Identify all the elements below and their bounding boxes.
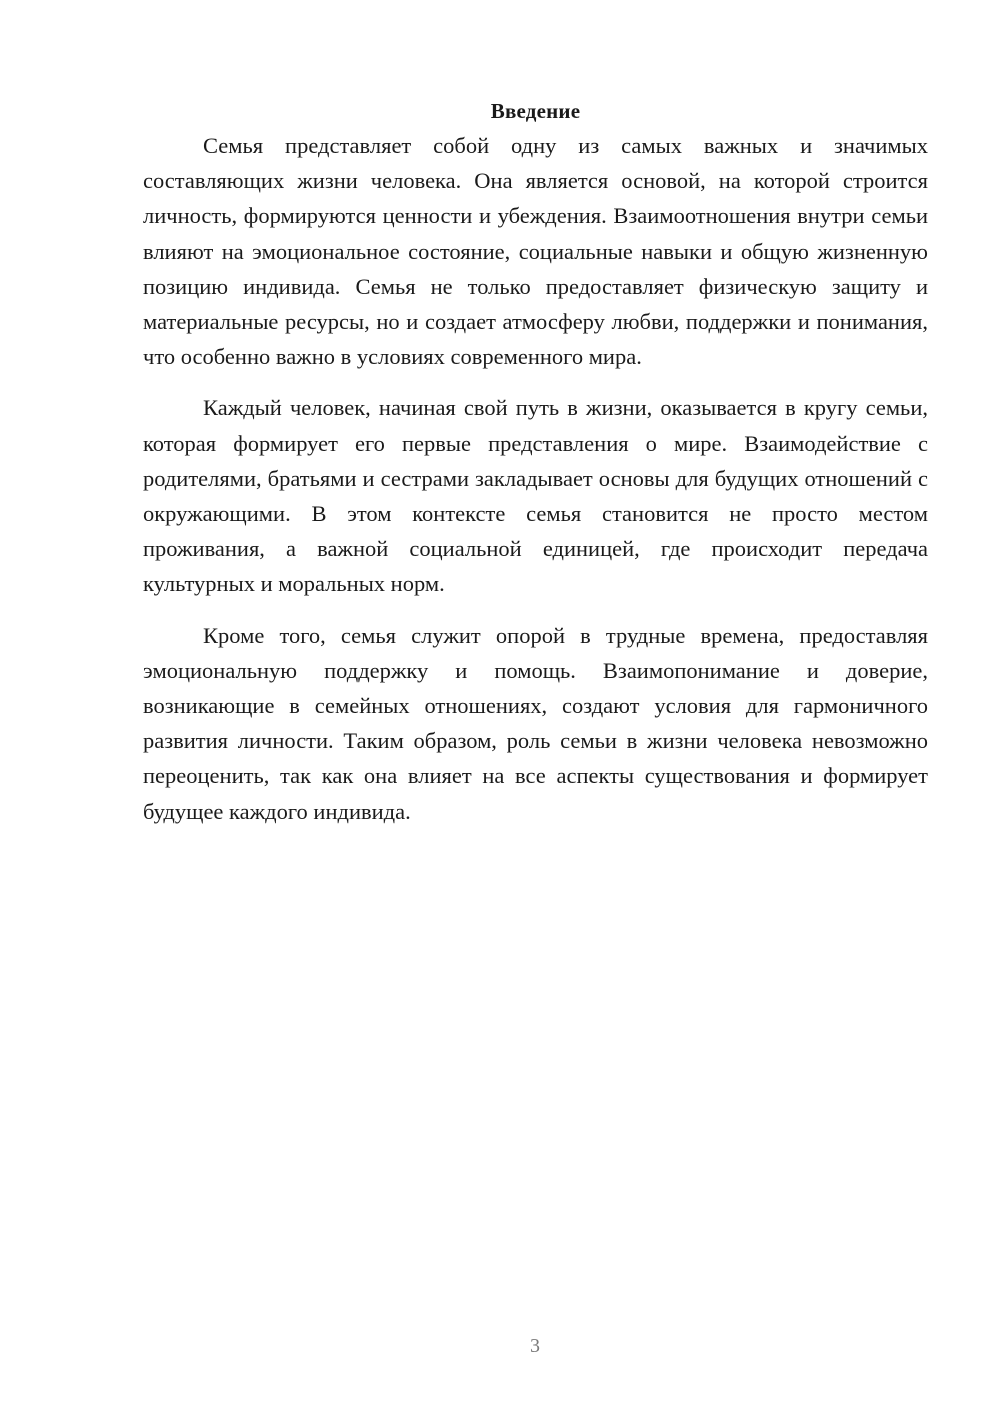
paragraph-3: Кроме того, семья служит опорой в трудные времена, предоставляя эмоциональную поддержку и помощь. Взаимопонимание и доверие, возникающие в семейных отношениях, создают условия для гармоничного развития личности. Таким образом, роль семьи в жизни человека невозможно переоценить, так как она влияет на все аспекты существования и формирует будущее каждого индивида. — [143, 622, 928, 824]
paragraph-1: Семья представляет собой одну из самых важных и значимых составляющих жизни человека. Она является основой, на которой строится личность, формируются ценности и убеждения. Взаимоотношения внутри семьи влияют на эмоциональное состояние, социальные навыки и общую жизненную позицию индивида. Семья не только предоставляет физическую защиту и материальные ресурсы, но и создает атмосферу любви, поддержки и понимания, что особенно важно в условиях современного мира. — [143, 133, 928, 370]
page-number: 3 — [530, 1335, 540, 1357]
page-content — [143, 95, 928, 845]
paragraph-2: Каждый человек, начиная свой путь в жизни, оказывается в кругу семьи, которая формирует его первые представления о мире. Взаимодействие с родителями, братьями и сестрами закладывает основы для будущих отношений с окружающими. В этом контексте семья становится не просто местом проживания, а важной социальной единицей, где происходит передача культурных и моральных норм. — [143, 395, 928, 597]
section-title: Введение — [490, 99, 581, 123]
